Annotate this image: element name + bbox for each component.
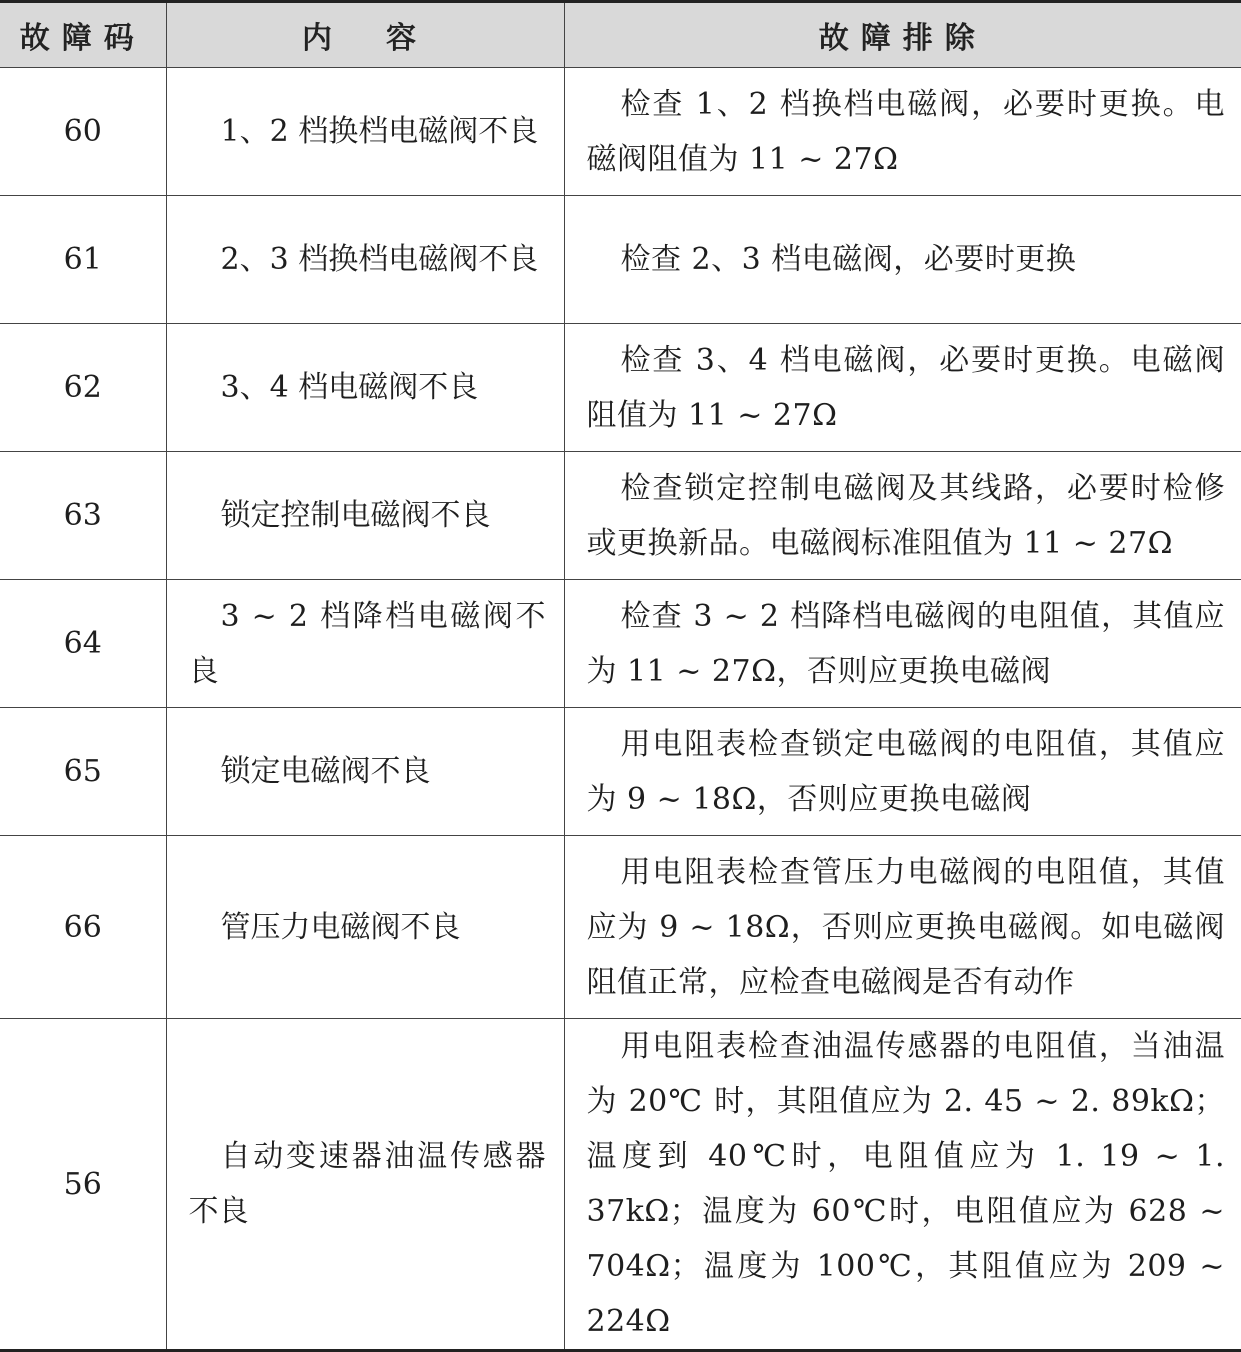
troubleshooting-cell: [564, 324, 1241, 452]
header-fault-code: 故障码: [0, 2, 166, 68]
header-content: 内 容: [166, 2, 564, 68]
table-row: [0, 324, 1241, 452]
content-cell: [166, 1019, 564, 1351]
troubleshooting-text: 用电阻表检查锁定电磁阀的电阻值，其值应为 9 ~ 18Ω，否则应更换电磁阀: [586, 726, 1225, 817]
troubleshooting-text: 用电阻表检查管压力电磁阀的电阻值，其值应为 9 ~ 18Ω，否则应更换电磁阀。如电磁阀阻值正常，应检查电磁阀是否有动作: [586, 854, 1225, 1000]
content-cell: [166, 580, 564, 708]
troubleshooting-cell: [564, 1019, 1241, 1351]
content-cell: [166, 196, 564, 324]
table-row: [0, 68, 1241, 196]
troubleshooting-cell: [564, 196, 1241, 324]
content-text: 2、3 档换档电磁阀不良: [220, 242, 539, 277]
troubleshooting-text: 检查锁定控制电磁阀及其线路，必要时检修或更换新品。电磁阀标准阻值为 11 ~ 27Ω: [586, 470, 1225, 561]
fault-code-cell: 60: [0, 68, 166, 196]
content-cell: [166, 324, 564, 452]
table-header-row: [0, 2, 1241, 68]
troubleshooting-cell: [564, 68, 1241, 196]
fault-code-cell: 65: [0, 708, 166, 836]
content-text: 自动变速器油温传感器不良: [188, 1139, 546, 1229]
troubleshooting-text: 检查 2、3 档电磁阀，必要时更换: [620, 242, 1077, 277]
content-text: 管压力电磁阀不良: [220, 909, 461, 945]
troubleshooting-cell: [564, 836, 1241, 1019]
troubleshooting-cell: [564, 708, 1241, 836]
table-row: [0, 452, 1241, 580]
fault-code-cell: 66: [0, 836, 166, 1019]
header-troubleshooting: 故障排除: [564, 2, 1241, 68]
fault-code-cell: 61: [0, 196, 166, 324]
content-cell: [166, 68, 564, 196]
troubleshooting-text: 检查 1、2 档换档电磁阀，必要时更换。电磁阀阻值为 11 ~ 27Ω: [586, 86, 1225, 177]
table-row: [0, 708, 1241, 836]
fault-code-cell: 63: [0, 452, 166, 580]
content-text: 3、4 档电磁阀不良: [220, 370, 479, 405]
content-text: 3 ~ 2 档降档电磁阀不良: [188, 598, 546, 689]
content-text: 1、2 档换档电磁阀不良: [220, 114, 539, 149]
table-row: [0, 580, 1241, 708]
fault-code-cell: 62: [0, 324, 166, 452]
fault-code-cell: 64: [0, 580, 166, 708]
troubleshooting-text: 用电阻表检查油温传感器的电阻值，当油温为 20℃ 时，其阻值应为 2. 45 ~ 2. 89kΩ；温度到 40℃时，电阻值应为 1. 19 ~ 1. 37kΩ；温度为 60℃时，电阻值应为 628 ~ 704Ω；温度为 100℃，其阻值应为 209 ~ 224Ω: [586, 1029, 1225, 1339]
content-cell: [166, 708, 564, 836]
troubleshooting-text: 检查 3 ~ 2 档降档电磁阀的电阻值，其值应为 11 ~ 27Ω，否则应更换电磁阀: [586, 598, 1225, 689]
troubleshooting-cell: [564, 580, 1241, 708]
content-cell: [166, 452, 564, 580]
troubleshooting-cell: [564, 452, 1241, 580]
content-text: 锁定电磁阀不良: [220, 754, 431, 789]
table-row: [0, 1019, 1241, 1351]
content-text: 锁定控制电磁阀不良: [220, 498, 491, 533]
table-row: [0, 836, 1241, 1019]
troubleshooting-text: 检查 3、4 档电磁阀，必要时更换。电磁阀阻值为 11 ~ 27Ω: [586, 342, 1225, 433]
table-row: [0, 196, 1241, 324]
content-cell: [166, 836, 564, 1019]
fault-code-cell: 56: [0, 1019, 166, 1351]
